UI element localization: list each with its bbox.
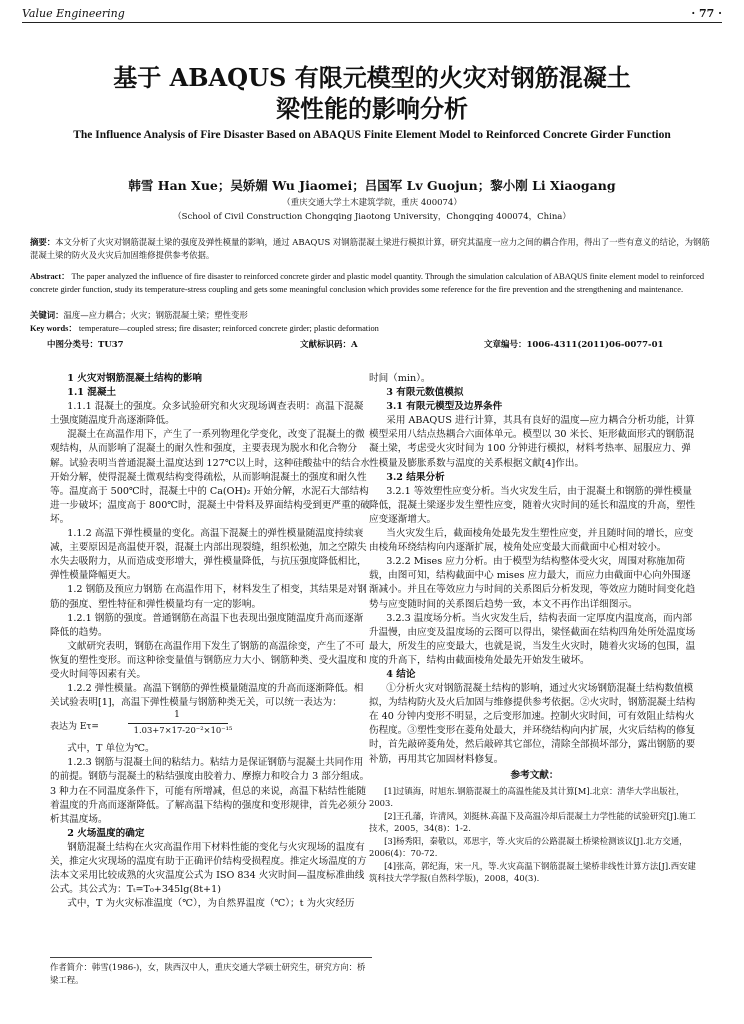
abstract-zh-text: 本文分析了火灾对钢筋混凝土梁的强度及弹性模量的影响，通过 ABAQUS 对钢筋混凝土梁进行模拟计算，研究其温度一应力之间的耦合作用，得出了一些有意义的结论，为钢筋混凝土梁的防火及火灾后加固维修提供参考依据。: [30, 237, 710, 260]
document-code: 文献标识码：A: [300, 340, 358, 350]
author-footnote: 作者简介：韩雪(1986-)，女，陕西汉中人，重庆交通大学硕士研究生，研究方向：桥梁工程。: [50, 957, 372, 986]
title-line-1: 基于 ABAQUS 有限元模型的火灾对钢筋混凝土: [113, 63, 631, 92]
keywords-en: [30, 323, 714, 336]
section-heading: 2 火场温度的确定: [67, 827, 145, 839]
reference-item: [3]杨秀阳，秦敬以，邓思宇，等.火灾后的公路混凝土桥梁检测该议[J].北方交通，2006(4)：70-72.: [369, 835, 688, 859]
formula-numerator: 1: [174, 710, 180, 720]
paragraph: 式中，T 单位为℃。: [67, 743, 155, 755]
keywords-en-label: Key words：: [30, 324, 77, 333]
elastic-modulus-formula: [50, 710, 372, 742]
running-header: [22, 6, 722, 23]
reference-item: [1]过镇海，时旭东.钢筋混凝土的高温性能及其计算[M].北京：清华大学出版社，2003.: [369, 785, 685, 809]
subsection-heading: 1.1 混凝土: [67, 387, 117, 399]
keywords-en-text: temperature—coupled stress; fire disaster; reinforced concrete girder; plastic deformation: [78, 324, 379, 333]
paragraph: 混凝土在高温作用下，产生了一系列物理化学变化，改变了混凝土的微观结构，从而影响了混凝土的耐久性和强度，主要表现为脱水和化合物分解。试验表明当普通混凝土温度达到 127℃以上时，这种硅酸盐中的结合水开始分解，使得混凝土微观结构变得疏松，从而影响混凝土的强度和耐久性等。温度高于 500℃时，混凝土中的 Ca(OH)₂ 开始分解，水泥石大部结构进一步破坏；温度高于 800℃时，混凝土中骨料及界面结构受到更严重的破坏。: [50, 429, 370, 525]
paragraph: 3.2.1 等效塑性应变分析。当火灾发生后，由于混凝土和钢筋的弹性模量降低，混凝土梁逐步发生塑性应变，随着火灾时间的延长和温度的升高，塑性应变逐渐增大。: [369, 485, 696, 525]
page-number: · 77 ·: [691, 7, 722, 20]
subsection-heading: 3.2 结果分析: [386, 471, 445, 483]
references-heading: 参考文献：: [510, 769, 559, 781]
paragraph: 时间（min）。: [369, 373, 431, 384]
affiliation-zh: （重庆交通大学土木建筑学院，重庆 400074）: [282, 198, 462, 208]
english-title: The Influence Analysis of Fire Disaster Based on ABAQUS Finite Element Model to Reinforced Concrete Girder Function: [73, 129, 671, 141]
paragraph: 钢筋混凝土结构在火灾高温作用下材料性能的变化与火灾现场的温度有关，推定火灾现场的温度有助于正确评价结构受损程度。推定火场温度的方法本文采用比较成熟的火灾温度公式为 ISO 834 火灾时间—温度标准曲线公式。其公式为：Tₜ=T₀+345lg(8t+1): [50, 841, 367, 896]
affiliation-en: （School of Civil Construction Chongqing Jiaotong University，Chongqing 400074，China）: [173, 212, 571, 222]
section-heading: 1 火灾对钢筋混凝土结构的影响: [67, 373, 202, 384]
article-number: 文章编号：1006-4311(2011)06-0077-01: [484, 340, 664, 350]
section-heading: 4 结论: [386, 668, 416, 680]
section-heading: 3 有限元数值模拟: [386, 387, 464, 399]
title-line-2: 梁性能的影响分析: [276, 94, 468, 123]
right-column: [369, 372, 700, 885]
formula-denominator: 1.03+7×17-20⁻²×10⁻¹⁵: [133, 725, 233, 735]
paragraph: ①分析火灾对钢筋混凝土结构的影响，通过火灾场钢筋混凝土结构数值模拟，为结构防火及火后加固与维修提供参考依据。②火灾时，钢筋混凝土结构在 40 分钟内变形不明显，之后变形加速。控制火灾时间，可有效阻止结构火伤程度。③塑性变形在菱角处最大，并环绕结构向内扩展，火灾后结构的修复时，首先敲碎菱角处，然后敲碎其它部位，清除全部损坏部分，露出钢筋的要补筋，再用其它加固材料修复。: [369, 683, 696, 765]
chinese-title: [30, 62, 714, 124]
clc-number: 中图分类号：TU37: [47, 340, 124, 350]
paragraph: 文献研究表明，钢筋在高温作用下发生了钢筋的高温徐变，产生了不可恢复的塑性变形。而这种徐变量值与钢筋应力大小、钢筋种类、受火温度和受火时间等因素有关。: [50, 640, 367, 680]
paragraph: 1.2 钢筋及预应力钢筋 在高温作用下，材料发生了相变，其结果是对钢筋的强度、塑性特征和弹性模量均有一定的影响。: [50, 584, 367, 610]
authors: 韩雪 Han Xue；吴娇媚 Wu Jiaomei；吕国军 Lv Guojun；黎小刚 Li Xiaogang: [128, 178, 616, 193]
paragraph: 1.1.1 混凝土的强度。众多试验研究和火灾现场调查表明：高温下混凝土强度随温度升高逐渐降低。: [50, 401, 364, 427]
journal-name: Value Engineering: [22, 7, 125, 20]
keywords-zh-text: 温度—应力耦合；火灾；钢筋混凝土梁；塑性变形: [63, 310, 248, 320]
paragraph: 3.2.3 温度场分析。当火灾发生后，结构表面一定厚度内温度高，而内部升温慢，由应变及温度场的云图可以得出，梁怪截面在结构四角处所处温度场最大，所发生的应变最大，也就是说，当发生火灾时，随着火灾场的包围，温度的升高下，结构由截面棱角处最先开始发生破坏。: [369, 612, 696, 666]
reference-item: [4]张高，郭纪海，宋一凡，等.火灾高温下钢筋混凝土梁桥非线性计算方法[J].西安建筑科技大学学报(自然科学版)，2008，40(3).: [369, 860, 696, 884]
abstract-en-label: Abstract：: [30, 272, 70, 281]
keywords-zh: [30, 309, 714, 322]
fraction-bar: [128, 723, 228, 724]
abstract-zh-label: 摘要：: [30, 237, 56, 247]
paragraph: 当火灾发生后，截面棱角处最先发生塑性应变，并且随时间的增长，应变由棱角环绕结构向内逐渐扩展，棱角处应变最大而截面中心相对较小。: [369, 528, 694, 554]
paragraph: 式中，T 为火灾标准温度（℃），为自然界温度（℃）；t 为火灾经历: [67, 898, 355, 910]
reference-item: [2]王孔藩，许清风，刘挺林.高温下及高温冷却后混凝土力学性能的试验研究[J].施工技术，2005，34(8)：1-2.: [369, 810, 696, 834]
abstract-zh: [30, 236, 714, 261]
paragraph: 1.2.2 弹性模量。高温下钢筋的弹性模量随温度的升高而逐渐降低。相关试验表明[1]，高温下弹性模量与钢筋种类无关，可以统一表达为：: [50, 683, 364, 709]
paragraph: 1.1.2 高温下弹性模量的变化。高温下混凝土的弹性模量随温度持续衰减，主要原因是高温使开裂，混凝土内部出现裂缝，组织松弛，加之空隙失水失去吸附力，从而造成变形增大，弹性模量降低，与抗压强度降低相比，弹性模量降幅更大。: [50, 528, 367, 582]
keywords-zh-label: 关键词：: [30, 310, 64, 320]
subsection-heading: 3.1 有限元模型及边界条件: [386, 401, 503, 413]
paragraph: 采用 ABAQUS 进行计算，其具有良好的温度—应力耦合分析功能，计算模型采用八结点热耦合六面体单元。模型以 30 米长、矩形截面形式的钢筋混凝土梁，考虑受火灾时间为 100 分钟进行模拟，材料考热率、屈服应力、弹性模量及膨胀系数与温度的关系根据文献[4]作出。: [369, 415, 695, 469]
paragraph: 1.2.3 钢筋与混凝土间的粘结力。粘结力是保证钢筋与混凝土共同作用的前提。钢筋与混凝土的粘结强度由胶着力、摩擦力和咬合力 3 部分组成。3 种力在不同温度条件下，可能有所增减，但总的来说，高温下粘结性能随着温度的升高而逐渐降低。了解高温下结构的强度和变形规律，首先必须分析其温度场。: [50, 757, 370, 825]
left-column: [50, 372, 372, 911]
paragraph: 3.2.2 Mises 应力分析。由于模型为结构整体受火灾，周围对称施加荷载，由图可知，结构截面中心 mises 应力最大，而应力由截面中心向外围逐渐减小。并且在等效应力与时间的关系图后分析发现，等效应力随时间变化趋势与应变随时间的关系图后趋势一致，本文不再作出详细图示。: [369, 556, 696, 610]
abstract-en-text: The paper analyzed the influence of fire disaster to reinforced concrete girder and plastic model quantity. Through the simulation calculation of ABAQUS finite element model to reinforced concrete girder function, study its temperature-stress coupling and gets some meaningful conclusion which provides some reference for the fire prevention and the strengthening and maintenance.: [30, 272, 705, 294]
abstract-en: [30, 271, 714, 296]
formula-label: 表达为 Eτ=: [50, 722, 99, 732]
paragraph: 1.2.1 钢筋的强度。普通钢筋在高温下也表现出强度随温度升高而逐渐降低的趋势。: [50, 612, 364, 638]
